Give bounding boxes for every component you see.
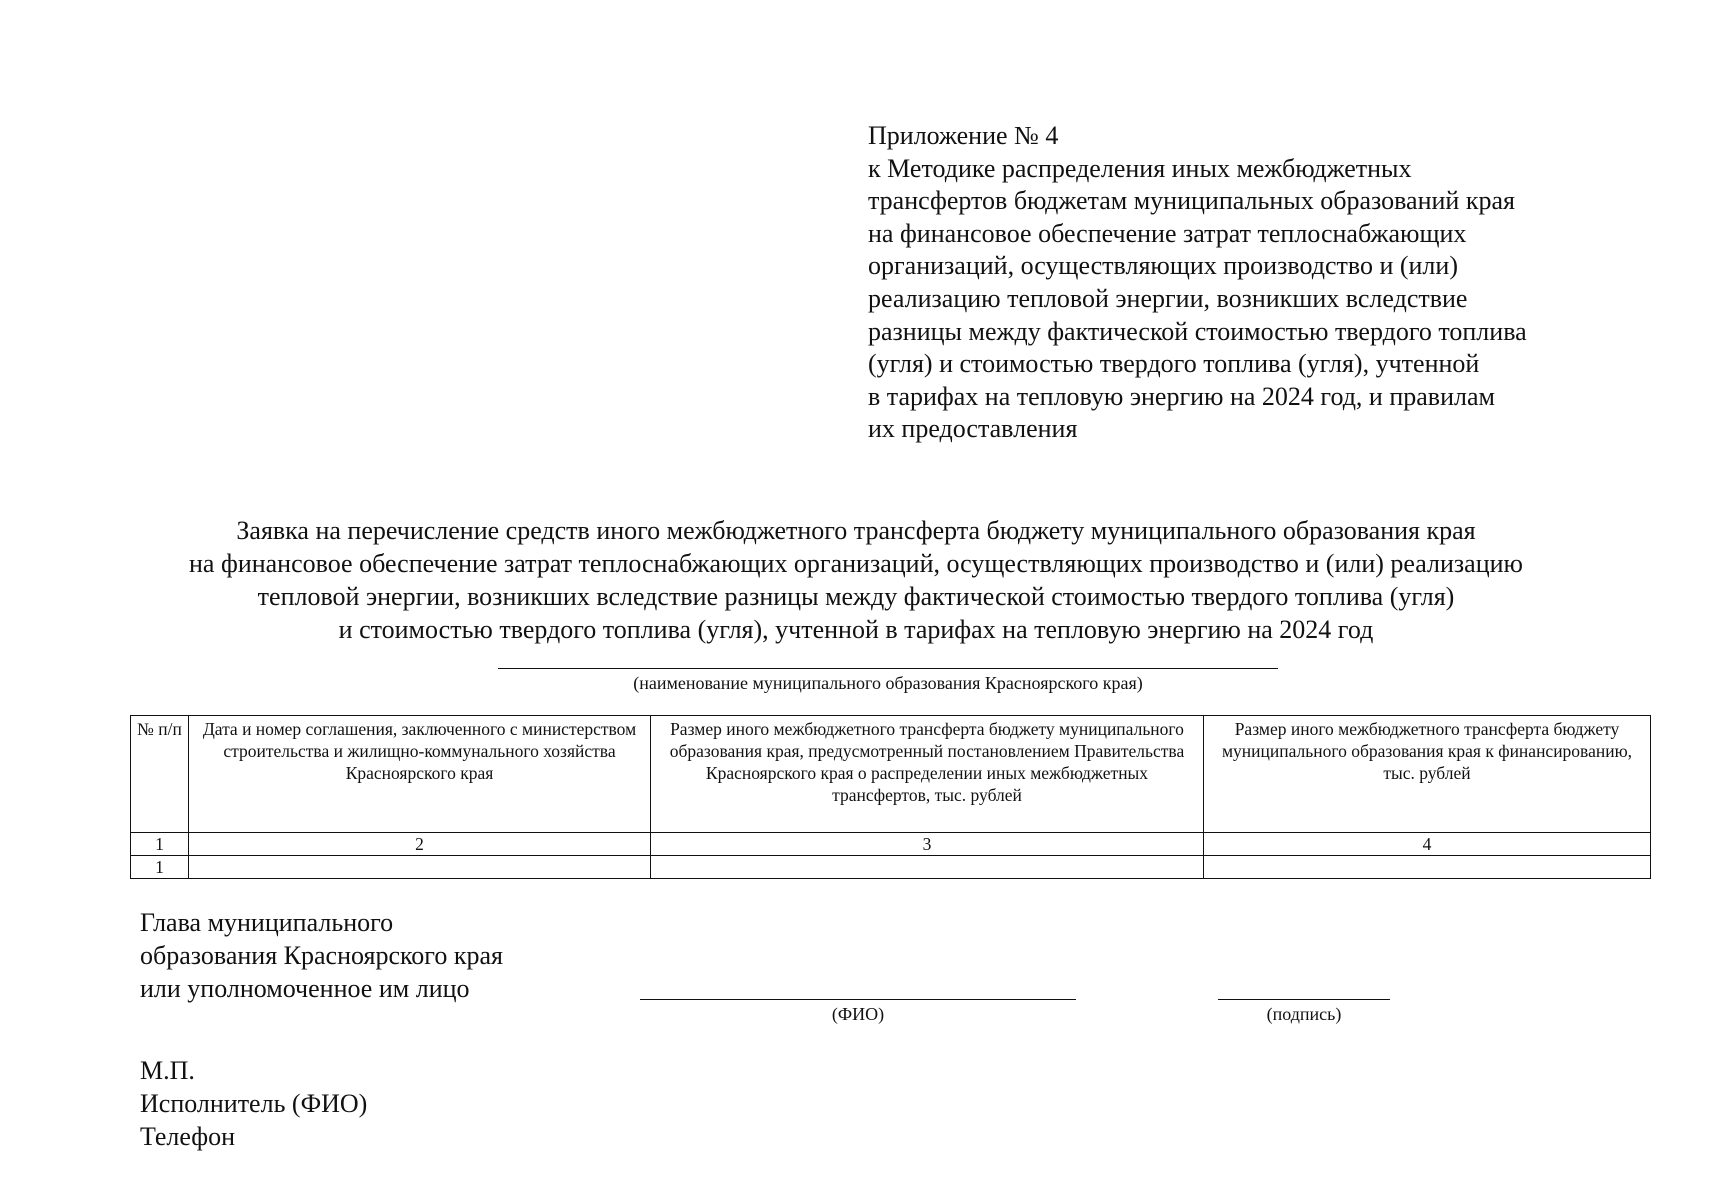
column-header-planned-amount: Размер иного межбюджетного трансферта бюджету муниципального образования края, предусмотренный постановлением Правительства Красноярского края о распределении иных межбюджетных трансфертов, тыс. рублей [651,716,1204,833]
appendix-title: Приложение № 4 [868,121,1059,150]
fio-caption: (ФИО) [831,1004,885,1024]
appendix-line: их предоставления [868,414,1078,444]
signature-caption: (подпись) [1266,1004,1342,1024]
signer-line: образования Красноярского края [140,941,503,970]
document-footer [140,1054,367,1153]
executor-label: Исполнитель (ФИО) [140,1089,368,1118]
table-row [131,856,1651,879]
title-line: Заявка на перечисление средств иного межбюджетного трансферта бюджету муниципального образования края [236,516,1476,545]
title-line: тепловой энергии, возникших вследствие разницы между фактической стоимостью твердого топлива (угля) [257,582,1455,611]
title-line: и стоимостью твердого топлива (угля), учтенной в тарифах на тепловую энергию на 2024 год [338,615,1374,644]
appendix-line: в тарифах на тепловую энергию на 2024 год, и правилам [868,381,1495,411]
appendix-line: трансфертов бюджетам муниципальных образований края [868,186,1515,216]
signer-line: или уполномоченное им лицо [140,974,470,1003]
column-header-number: № п/п [131,716,189,833]
planned-amount-cell [651,856,1204,879]
signer-title [140,906,503,1005]
table-header-row [131,716,1651,833]
appendix-line: организаций, осуществляющих производство и (или) [868,251,1458,281]
signature-line [1218,999,1390,1000]
appendix-line: на финансовое обеспечение затрат теплоснабжающих [868,218,1467,248]
appendix-line: реализацию тепловой энергии, возникших вследствие [868,283,1468,313]
column-number: 3 [651,833,1204,856]
column-header-financing-amount: Размер иного межбюджетного трансферта бюджету муниципального образования края к финансированию, тыс. рублей [1204,716,1651,833]
signer-line: Глава муниципального [140,908,394,937]
row-number-cell: 1 [131,856,189,879]
column-number-row [131,833,1651,856]
phone-label: Телефон [140,1122,236,1151]
document-title [0,514,1712,646]
agreement-cell [189,856,651,879]
column-number: 4 [1204,833,1651,856]
appendix-reference [868,120,1648,446]
column-number: 2 [189,833,651,856]
title-line: на финансовое обеспечение затрат теплоснабжающих организаций, осуществляющих производство и (или) реализацию [189,549,1523,578]
column-number: 1 [131,833,189,856]
municipality-name-field [498,668,1278,669]
application-table [130,715,1651,879]
stamp-place-label: М.П. [140,1056,195,1085]
column-header-agreement: Дата и номер соглашения, заключенного с министерством строительства и жилищно-коммунального хозяйства Красноярского края [189,716,651,833]
appendix-line: разницы между фактической стоимостью твердого топлива [868,316,1527,346]
appendix-line: (угля) и стоимостью твердого топлива (угля), учтенной [868,349,1480,379]
appendix-line: к Методике распределения иных межбюджетных [868,153,1412,183]
fio-signature-line [640,999,1076,1000]
financing-amount-cell [1204,856,1651,879]
municipality-name-caption: (наименование муниципального образования Красноярского края) [633,673,1143,693]
